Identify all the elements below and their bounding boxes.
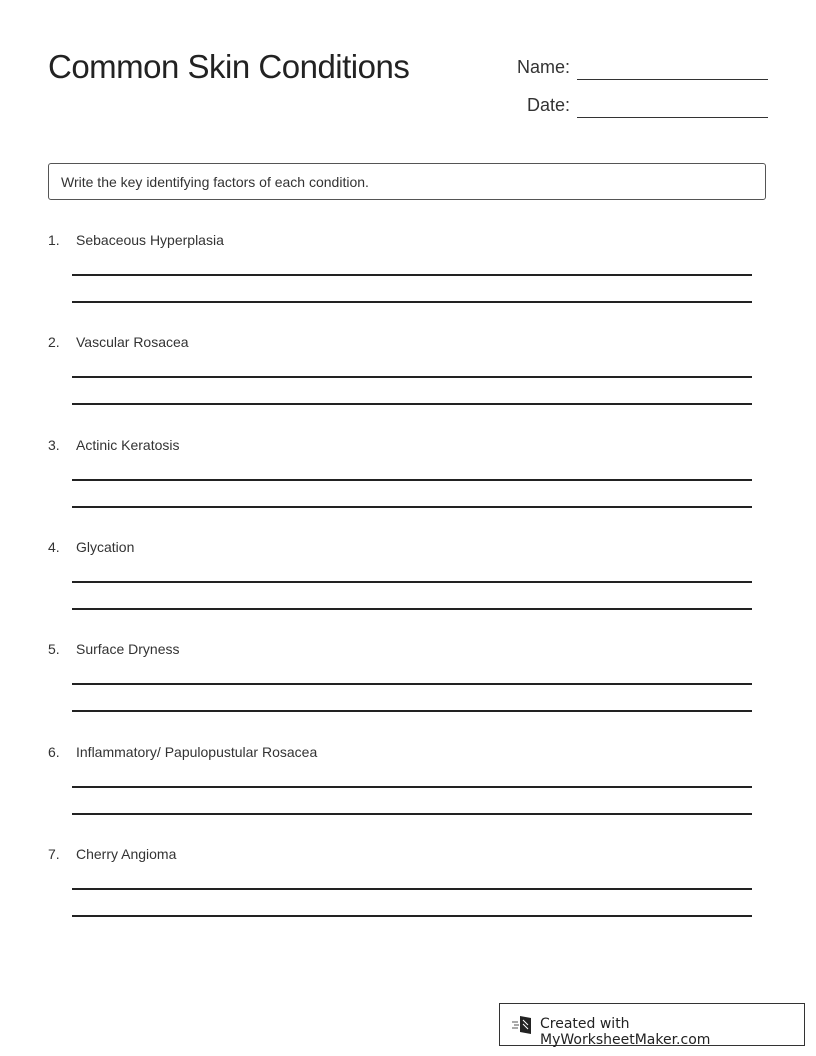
question-number: 2. (48, 334, 60, 350)
question-item (48, 437, 752, 517)
question-text: Actinic Keratosis (76, 437, 180, 453)
question-number: 3. (48, 437, 60, 453)
footer-badge[interactable] (499, 1003, 805, 1046)
question-item (48, 641, 752, 721)
answer-line[interactable] (72, 403, 752, 405)
question-number: 4. (48, 539, 60, 555)
question-item (48, 539, 752, 619)
answer-line[interactable] (72, 683, 752, 685)
question-text: Cherry Angioma (76, 846, 177, 862)
question-number: 6. (48, 744, 60, 760)
worksheet-logo-icon (512, 1015, 534, 1035)
answer-line[interactable] (72, 888, 752, 890)
answer-line[interactable] (72, 376, 752, 378)
answer-line[interactable] (72, 710, 752, 712)
answer-line[interactable] (72, 915, 752, 917)
question-text: Inflammatory/ Papulopustular Rosacea (76, 744, 318, 760)
question-item (48, 846, 752, 926)
question-text: Sebaceous Hyperplasia (76, 232, 224, 248)
name-field[interactable] (500, 50, 768, 80)
page-title: Common Skin Conditions (48, 48, 410, 85)
question-item (48, 744, 752, 824)
name-label: Name: (516, 57, 570, 77)
question-item (48, 232, 752, 312)
date-input-line[interactable] (577, 117, 768, 118)
question-text: Glycation (76, 539, 135, 555)
name-input-line[interactable] (577, 79, 768, 80)
answer-line[interactable] (72, 506, 752, 508)
question-number: 1. (48, 232, 60, 248)
answer-line[interactable] (72, 786, 752, 788)
question-number: 7. (48, 846, 60, 862)
instructions-box (48, 163, 766, 200)
answer-line[interactable] (72, 813, 752, 815)
answer-line[interactable] (72, 301, 752, 303)
question-number: 5. (48, 641, 60, 657)
date-field[interactable] (500, 88, 768, 118)
answer-line[interactable] (72, 479, 752, 481)
question-text: Surface Dryness (76, 641, 180, 657)
question-text: Vascular Rosacea (76, 334, 189, 350)
answer-line[interactable] (72, 608, 752, 610)
date-label: Date: (526, 95, 570, 115)
instructions-text: Write the key identifying factors of each condition. (61, 174, 369, 190)
question-item (48, 334, 752, 414)
answer-line[interactable] (72, 581, 752, 583)
answer-line[interactable] (72, 274, 752, 276)
footer-text: Created with MyWorksheetMaker.com (540, 1016, 711, 1048)
